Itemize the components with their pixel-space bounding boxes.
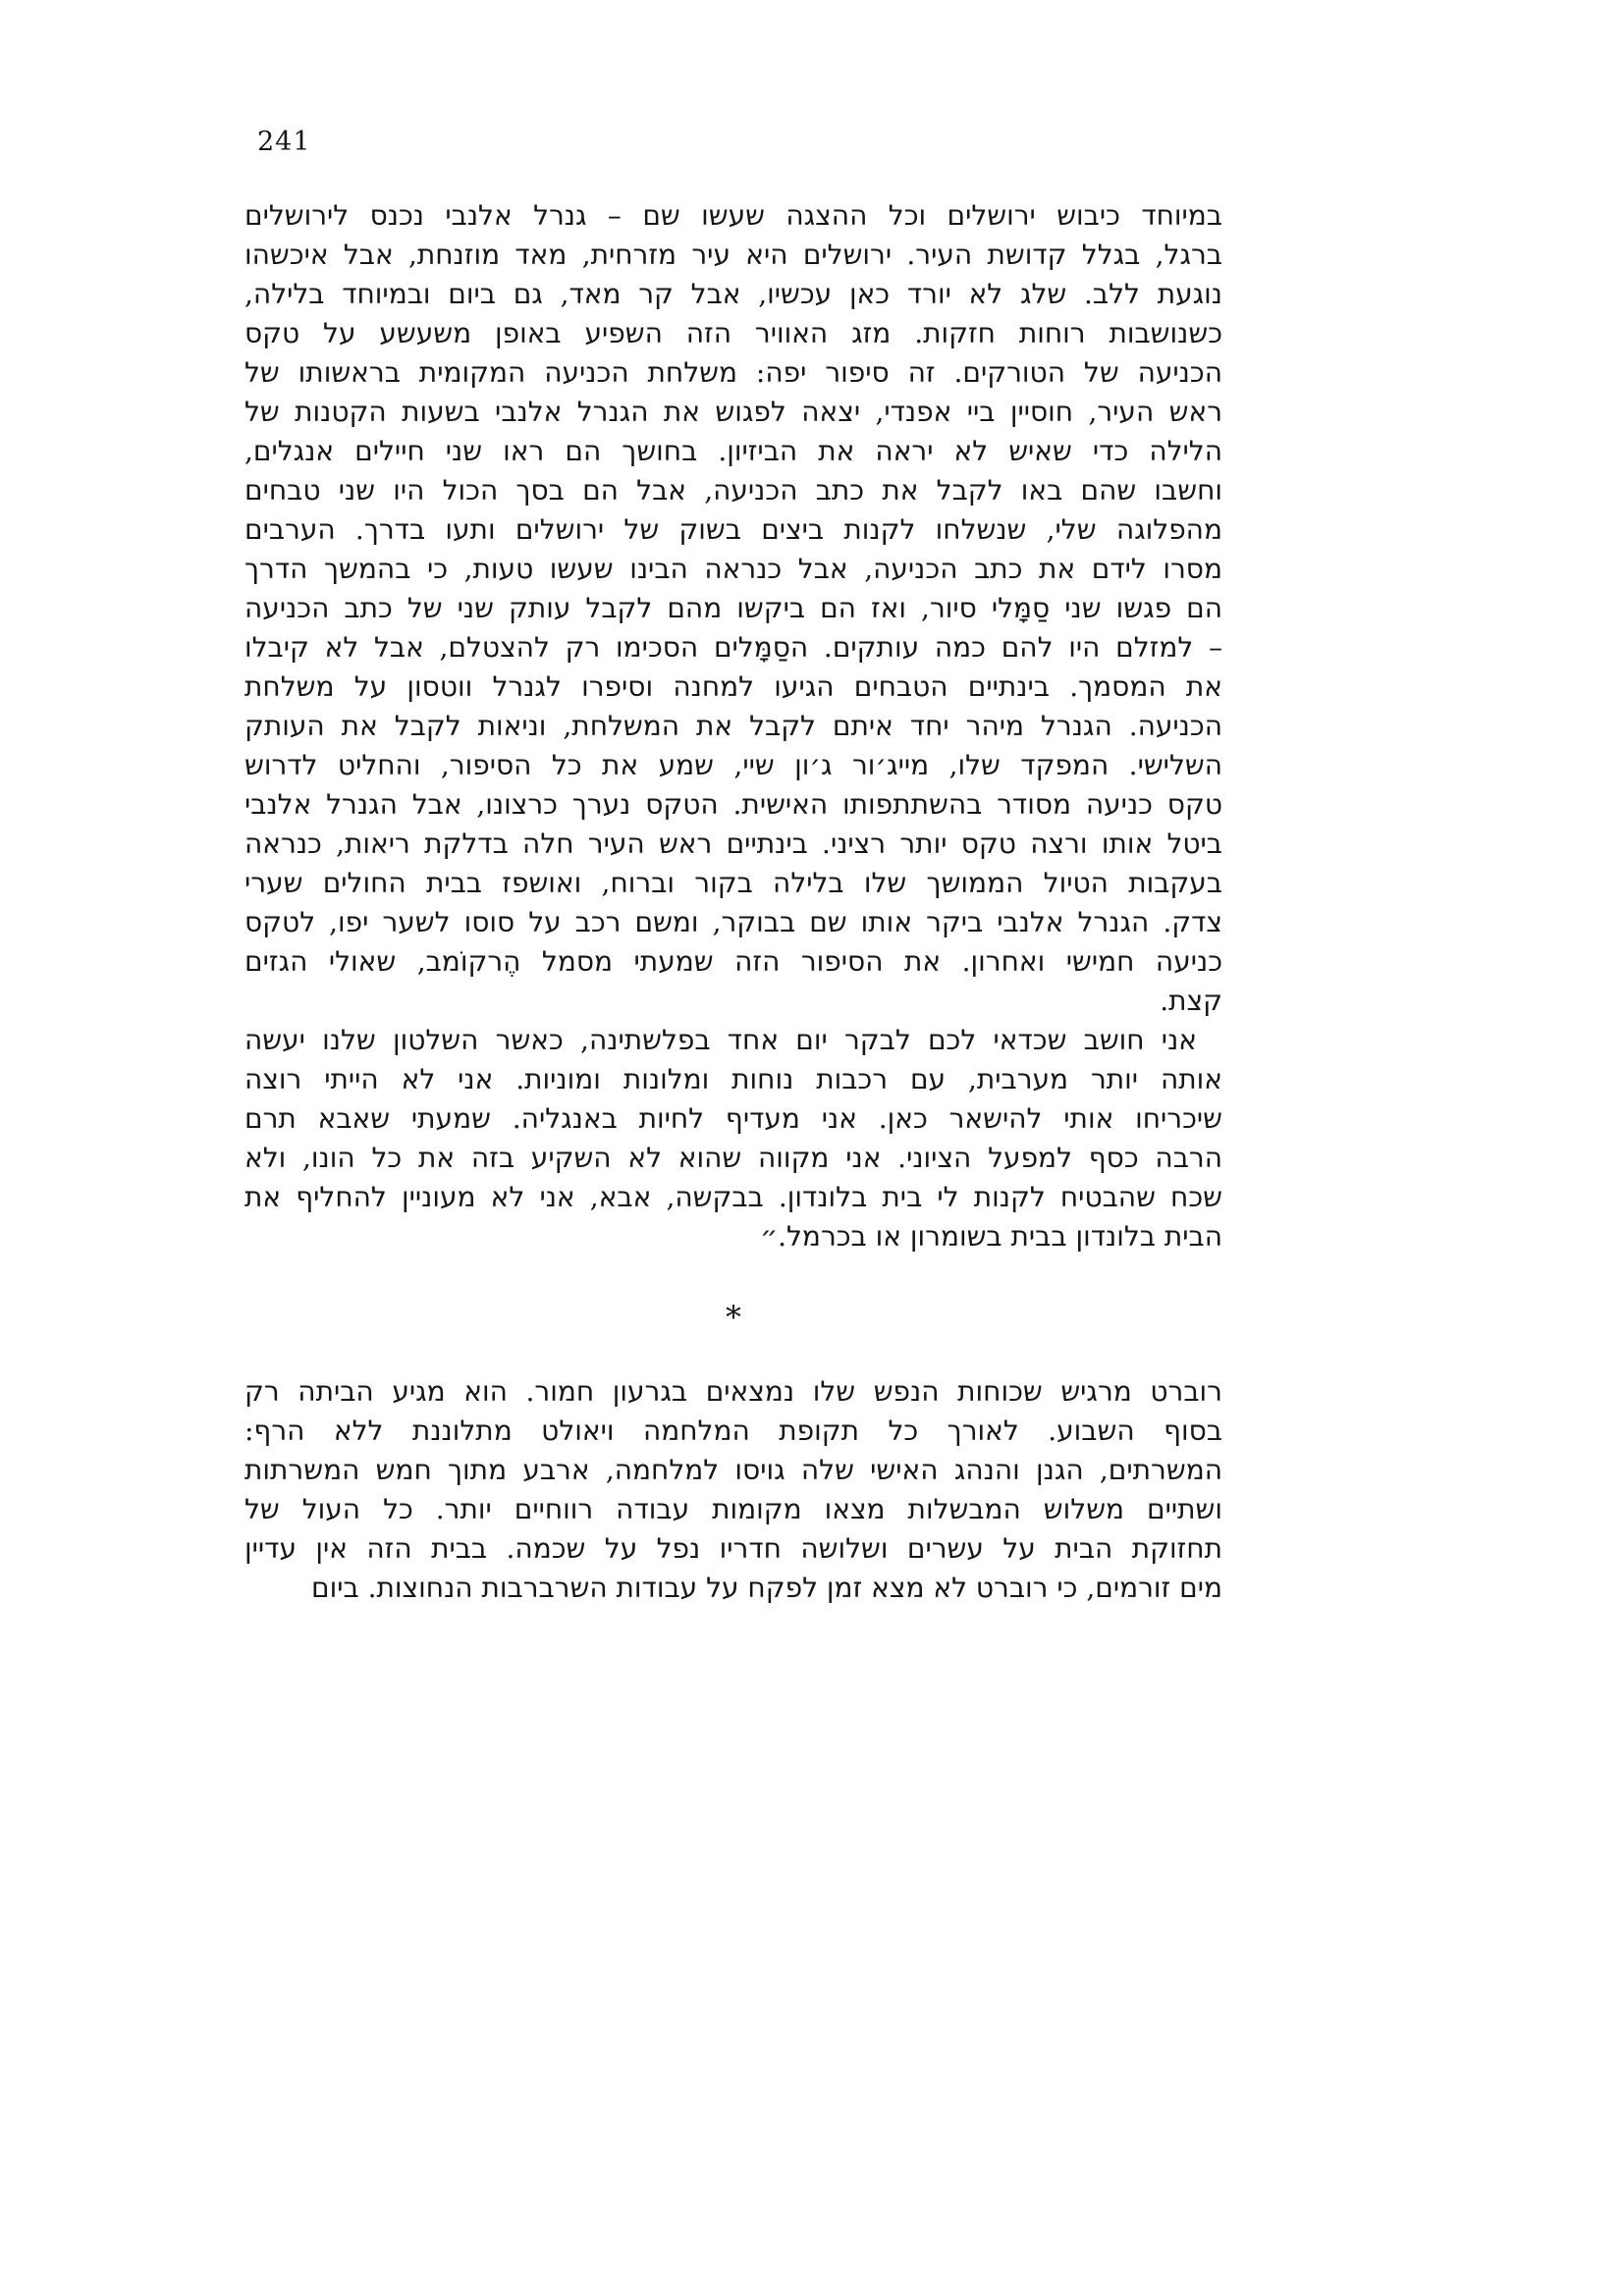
body-text [244, 196, 1222, 1608]
text-line: טקס כניעה מסודר בהשתתפותו האישית. הטקס נערך כרצונו, אבל הגנרל אלנבי [244, 788, 1222, 821]
text-line: שיכריחו אותי להישאר כאן. אני מעדיף לחיות באנגליה. שמעתי שאבא תרם [244, 1102, 1222, 1135]
text-line: ברגל, בגלל קדושת העיר. ירושלים היא עיר מזרחית, מאד מוזנחת, אבל איכשהו [244, 239, 1222, 271]
text-line: כשנושבות רוחות חזקות. מזג האוויר הזה השפיע באופן משעשע על טקס [244, 317, 1222, 349]
text-line: אותה יותר מערבית, עם רכבות נוחות ומלונות ומוניות. אני לא הייתי רוצה [244, 1063, 1222, 1095]
text-line: צדק. הגנרל אלנבי ביקר אותו שם בבוקר, ומשם רכב על סוסו לשער יפו, לטקס [244, 906, 1222, 938]
text-line: שכח שהבטיח לקנות לי בית בלונדון. בבקשה, אבא, אני לא מעוניין להחליף את [244, 1181, 1222, 1213]
text-line: ביטל אותו ורצה טקס יותר רציני. בינתיים ראש העיר חלה בדלקת ריאות, כנראה [244, 828, 1222, 860]
text-line: במיוחד כיבוש ירושלים וכל ההצגה שעשו שם – גנרל אלנבי נכנס לירושלים [244, 199, 1222, 232]
text-line: תחזוקת הבית על עשרים ושלושה חדריו נפל על שכמה. בבית הזה אין עדיין [244, 1532, 1222, 1565]
paragraph [244, 1021, 1222, 1256]
paragraph [244, 196, 1222, 1021]
text-line: הלילה כדי שאיש לא יראה את הביזיון. בחושך הם ראו שני חיילים אנגלים, [244, 435, 1222, 467]
text-line: בעקבות הטיול הממושך שלו בלילה בקור וברוח, ואושפז בבית החולים שערי [244, 867, 1222, 899]
text-line: וחשבו שהם באו לקבל את כתב הכניעה, אבל הם בסך הכול היו שני טבחים [244, 474, 1222, 507]
text-line: מסרו לידם את כתב הכניעה, אבל כנראה הבינו שעשו טעות, כי בהמשך הדרך [244, 553, 1222, 585]
text-line: רוברט מרגיש שכוחות הנפש שלו נמצאים בגרעון חמור. הוא מגיע הביתה רק [244, 1375, 1222, 1408]
text-line: – למזלם היו להם כמה עותקים. הסַמָּלים הסכימו רק להצטלם, אבל לא קיבלו [244, 631, 1222, 664]
text-line: כניעה חמישי ואחרון. את הסיפור הזה שמעתי מסמל הֶרקוֹמב, שאולי הגזים [244, 945, 1222, 978]
text-line: הכניעה של הטורקים. זה סיפור יפה: משלחת הכניעה המקומית בראשותו של [244, 356, 1222, 389]
text-line: קצת. [1160, 985, 1222, 1017]
text-line: הם פגשו שני סַמָּלי סיור, ואז הם ביקשו מהם לקבל עותק שני של כתב הכניעה [244, 592, 1222, 624]
text-line: מהפלוגה שלי, שנשלחו לקנות ביצים בשוק של ירושלים ותעו בדרך. הערבים [244, 513, 1222, 546]
text-line: אני חושב שכדאי לכם לבקר יום אחד בפלשתינה, כאשר השלטון שלנו יעשה [244, 1024, 1197, 1056]
text-line: ושתיים משלוש המבשלות מצאו מקומות עבודה רווחיים יותר. כל העול של [244, 1493, 1222, 1525]
text-line: הבית בלונדון בבית בשומרון או בכרמל.״ [760, 1220, 1222, 1253]
text-line: המשרתים, הגנן והנהג האישי שלה גויסו למלחמה, ארבע מתוך חמש המשרתות [244, 1454, 1222, 1486]
text-line: בסוף השבוע. לאורך כל תקופת המלחמה ויאולט מתלוננת ללא הרף: [244, 1415, 1222, 1447]
text-line: מים זורמים, כי רוברט לא מצא זמן לפקח על עבודות השרברבות הנחוצות. ביום [311, 1572, 1222, 1604]
text-line: את המסמך. בינתיים הטבחים הגיעו למחנה וסיפרו לגנרל ווטסון על משלחת [244, 670, 1222, 703]
text-line: נוגעת ללב. שלג לא יורד כאן עכשיו, אבל קר מאד, גם ביום ובמיוחד בלילה, [244, 278, 1223, 310]
page-number: 241 [257, 127, 311, 157]
text-line: ראש העיר, חוסיין ביי אפנדי, יצאה לפגוש את הגנרל אלנבי בשעות הקטנות של [244, 396, 1222, 428]
text-line: הכניעה. הגנרל מיהר יחד איתם לקבל את המשלחת, וניאות לקבל את העותק [244, 710, 1222, 742]
paragraph [244, 1372, 1222, 1608]
text-line: הרבה כסף למפעל הציוני. אני מקווה שהוא לא השקיע בזה את כל הונו, ולא [244, 1142, 1222, 1174]
text-line: השלישי. המפקד שלו, מייג׳ור ג׳ון שיי, שמע את כל הסיפור, והחליט לדרוש [244, 749, 1222, 781]
section-divider-asterisk: * [726, 1299, 741, 1336]
